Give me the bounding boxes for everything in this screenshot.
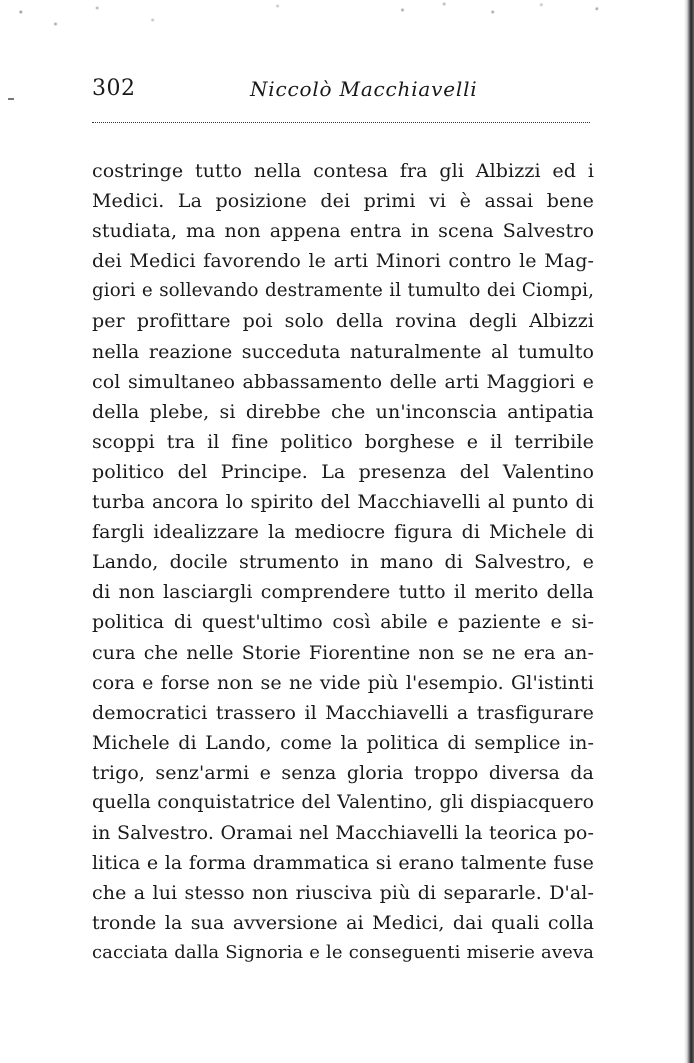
text-line: litica e la forma drammatica si erano talmente fuse [92,852,594,875]
running-head: Niccolò Macchiavelli [250,77,478,101]
text-line: dei Medici favorendo le arti Minori contro le Mag- [92,250,594,273]
text-line: di non lasciargli comprendere tutto il merito della [92,581,594,604]
text-line: cora e forse non se ne vide più l'esempio. Gl'istinti [92,671,594,694]
text-line: costringe tutto nella contesa fra gli Albizzi ed i [92,160,594,182]
text-line: scoppi tra il fine politico borghese e il terribile [92,430,594,453]
text-line: col simultaneo abbassamento delle arti Maggiori e [92,370,594,393]
binding-edge [684,0,694,1063]
text-line: per profittare poi solo della rovina degli Albizzi [92,310,594,333]
text-line: fargli idealizzare la mediocre figura di Michele di [92,521,594,544]
page-header [92,74,598,108]
text-line: giori e sollevando destramente il tumulto dei Ciompi, [92,280,594,302]
text-line: cura che nelle Storie Fiorentine non se ne era an- [92,641,594,664]
margin-mark [8,98,14,100]
text-line: cacciata dalla Signoria e le conseguenti miserie aveva [92,942,594,964]
text-line: Lando, docile strumento in mano di Salvestro, e [92,551,594,574]
text-line: turba ancora lo spirito del Macchiavelli al punto di [92,491,594,514]
text-line: tronde la sua avversione ai Medici, dai quali colla [92,912,594,935]
text-line: nella reazione succeduta naturalmente al tumulto [92,340,594,363]
page-number: 302 [92,76,136,101]
text-line: della plebe, si direbbe che un'inconscia antipatia [92,400,594,423]
text-line: Michele di Lando, come la politica di semplice in- [92,731,594,754]
scan-noise [0,0,694,40]
text-line: politica di quest'ultimo così abile e paziente e si- [92,611,594,634]
text-line: trigo, senz'armi e senza gloria troppo diversa da [92,761,594,784]
body-text [92,156,594,969]
text-line: Medici. La posizione dei primi vi è assai bene [92,190,594,213]
text-line: in Salvestro. Oramai nel Macchiavelli la teorica po- [92,822,594,845]
text-line: studiata, ma non appena entra in scena Salvestro [92,220,594,243]
text-line: quella conquistatrice del Valentino, gli dispiacquero [92,791,594,813]
text-line: politico del Principe. La presenza del Valentino [92,460,594,483]
text-line: che a lui stesso non riusciva più di separarle. D'al- [92,882,594,905]
header-rule [92,122,590,123]
text-line: democratici trassero il Macchiavelli a trasfigurare [92,701,594,724]
